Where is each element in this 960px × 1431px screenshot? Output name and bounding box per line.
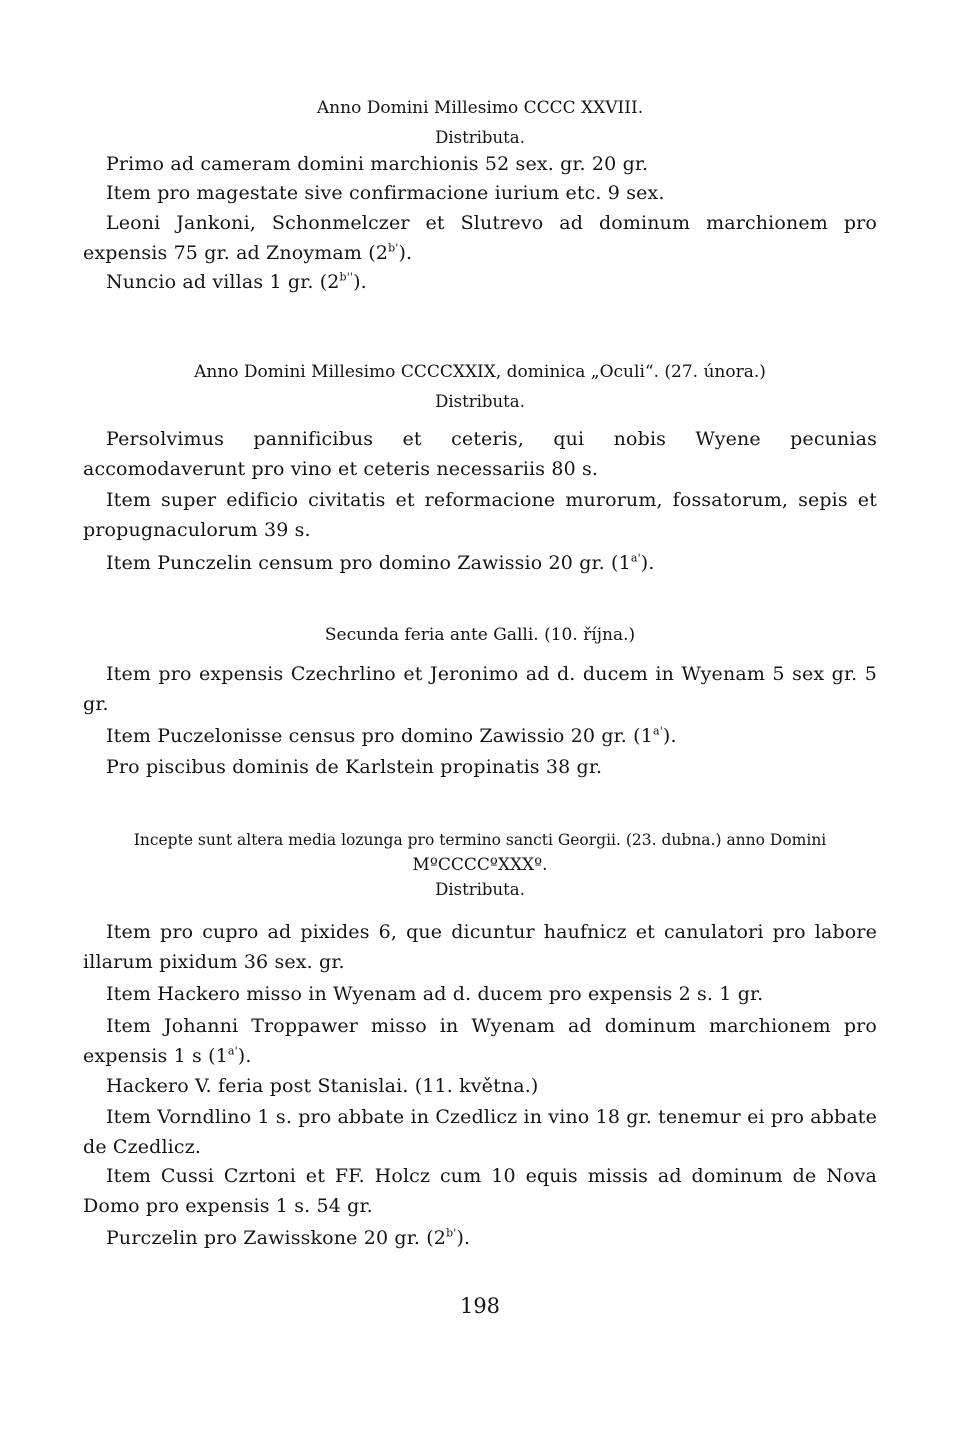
entry-paragraph xyxy=(83,1224,877,1254)
entry-paragraph xyxy=(83,179,877,209)
folio-reference: b' xyxy=(388,241,399,255)
entry-tail: ). xyxy=(398,241,413,264)
entry-text: Item Cussi Czrtoni et FF. Holcz cum 10 equis missis ad dominum de Nova Domo pro expensis 1 s. 54 gr. xyxy=(83,1165,877,1217)
entry-tail: ). xyxy=(456,1227,471,1249)
entry-text: Item pro magestate sive confirmacione iurium etc. 9 sex. xyxy=(106,182,665,204)
section-subheading: Distributa. xyxy=(435,128,525,147)
page-number: 198 xyxy=(459,1294,501,1318)
entry-tail: ). xyxy=(353,271,367,293)
entry-tail: ). xyxy=(237,1044,252,1067)
section-subheading: Distributa. xyxy=(435,880,525,899)
entry-text: Item Hackero misso in Wyenam ad d. ducem pro expensis 2 s. 1 gr. xyxy=(106,983,764,1005)
section-heading: Anno Domini Millesimo CCCC XXVIII. xyxy=(316,98,644,118)
entry-paragraph xyxy=(83,980,877,1010)
entry-paragraph xyxy=(83,425,877,484)
entry-text: Item super edificio civitatis et reformacione murorum, fossatorum, sepis et propugnaculorum 39 s. xyxy=(83,489,877,541)
section-heading: Incepte sunt altera media lozunga pro termino sancti Georgii. (23. dubna.) anno Domini xyxy=(133,831,827,849)
folio-reference: a' xyxy=(630,551,641,565)
entry-paragraph xyxy=(83,660,877,719)
entry-text: Hackero V. feria post Stanislai. (11. května.) xyxy=(106,1075,539,1097)
entry-text: Persolvimus pannificibus et ceteris, qui nobis Wyene pecunias accomodaverunt pro vino et ceteris necessariis 80 s. xyxy=(83,428,877,480)
entry-text: Pro piscibus dominis de Karlstein propinatis 38 gr. xyxy=(106,756,603,778)
folio-reference: a' xyxy=(227,1044,238,1058)
folio-reference: b'' xyxy=(339,270,354,284)
entry-text: Item Puczelonisse census pro domino Zawissio 20 gr. (1 xyxy=(106,725,653,747)
entry-paragraph xyxy=(83,549,877,579)
entry-paragraph xyxy=(83,753,877,783)
entry-tail: ). xyxy=(640,552,655,574)
entry-paragraph xyxy=(83,722,877,752)
entry-paragraph xyxy=(83,268,877,298)
section-heading: Secunda feria ante Galli. (10. října.) xyxy=(324,625,636,645)
entry-paragraph xyxy=(83,486,877,545)
entry-text: Item pro cupro ad pixides 6, que dicuntur haufnicz et canulatori pro labore illarum pixidum 36 sex. gr. xyxy=(83,921,877,973)
entry-tail: ). xyxy=(662,725,677,747)
section-subheading: Distributa. xyxy=(435,392,525,411)
entry-text: Primo ad cameram domini marchionis 52 sex. gr. 20 gr. xyxy=(106,153,649,175)
folio-reference: b' xyxy=(446,1226,457,1240)
entry-text: Item Johanni Troppawer misso in Wyenam ad dominum marchionem pro expensis 1 s (1 xyxy=(83,1015,877,1067)
section-heading: Anno Domini Millesimo CCCCXXIX, dominica „Oculi“. (27. února.) xyxy=(194,362,766,382)
entry-paragraph xyxy=(83,1012,877,1071)
entry-paragraph xyxy=(83,1162,877,1221)
entry-paragraph xyxy=(83,209,877,268)
entry-paragraph xyxy=(83,918,877,977)
entry-paragraph xyxy=(83,1103,877,1162)
entry-text: Nuncio ad villas 1 gr. (2 xyxy=(106,271,340,293)
entry-text: Item Punczelin censum pro domino Zawissio 20 gr. (1 xyxy=(106,552,631,574)
entry-text: Leoni Jankoni, Schonmelczer et Slutrevo ad dominum marchionem pro expensis 75 gr. ad Znoymam (2 xyxy=(83,212,877,264)
folio-reference: a' xyxy=(652,724,663,738)
entry-paragraph xyxy=(83,150,877,180)
document-page xyxy=(83,0,877,1431)
entry-text: Purczelin pro Zawisskone 20 gr. (2 xyxy=(106,1227,447,1249)
section-heading-date: MºCCCCºXXXº. xyxy=(412,855,548,875)
entry-paragraph xyxy=(83,1072,877,1102)
entry-text: Item pro expensis Czechrlino et Jeronimo ad d. ducem in Wyenam 5 sex gr. 5 gr. xyxy=(83,663,877,715)
entry-text: Item Vorndlino 1 s. pro abbate in Czedlicz in vino 18 gr. tenemur ei pro abbate de Czedlicz. xyxy=(83,1106,877,1158)
